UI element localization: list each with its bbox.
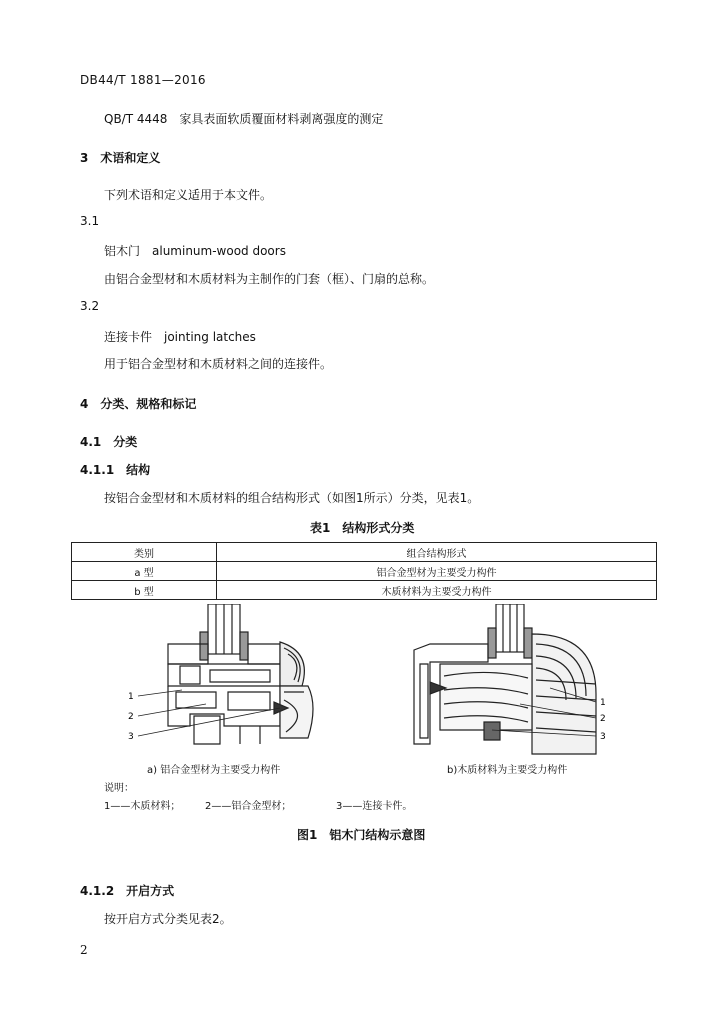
term-3-2-number: 3.2 — [80, 299, 100, 313]
section-4-1-heading: 4.1 分类 — [80, 435, 138, 449]
table-row — [72, 581, 657, 600]
callout-3-label: 3 — [600, 732, 606, 742]
table-header-row — [72, 543, 657, 562]
callout-2-label: 2 — [128, 712, 134, 722]
figure-1a-caption: a) 铝合金型材为主要受力构件 — [147, 765, 281, 776]
term-3-2-definition: 用于铝合金型材和木质材料之间的连接件。 — [104, 357, 333, 371]
callout-1-label: 1 — [600, 698, 606, 708]
figure-legend-title: 说明： — [104, 783, 134, 794]
section-4-1-2-text: 按开启方式分类见表2。 — [104, 912, 232, 926]
document-id: DB44/T 1881—2016 — [80, 73, 206, 87]
term-3-2-name: 连接卡件 jointing latches — [104, 330, 256, 344]
page-number: 2 — [80, 943, 88, 957]
table-1 — [71, 542, 657, 600]
figure-1-title: 图1 铝木门结构示意图 — [297, 828, 426, 842]
reference-line: QB/T 4448 家具表面软质覆面材料剥离强度的测定 — [104, 112, 384, 126]
term-3-1-name: 铝木门 aluminum-wood doors — [104, 244, 286, 258]
callout-3-label: 3 — [128, 732, 134, 742]
table-row — [72, 562, 657, 581]
section-4-1-2-heading: 4.1.2 开启方式 — [80, 884, 175, 898]
section-4-1-1-heading: 4.1.1 结构 — [80, 463, 151, 477]
term-3-1-definition: 由铝合金型材和木质材料为主制作的门套（框）、门扇的总称。 — [104, 272, 435, 286]
section-3-intro: 下列术语和定义适用于本文件。 — [104, 188, 273, 202]
table-cell: 铝合金型材为主要受力构件 — [217, 562, 657, 581]
figure-legend-item-2: 2——铝合金型材； — [205, 801, 292, 812]
callout-1-label: 1 — [128, 692, 134, 702]
table-1-title: 表1 结构形式分类 — [310, 521, 415, 535]
table-cell: a 型 — [72, 562, 217, 581]
figure-legend-item-1: 1——木质材料； — [104, 801, 181, 812]
table-header-cell: 类别 — [72, 543, 217, 562]
figure-1b-wood-member-diagram — [400, 604, 610, 756]
figure-legend-item-3: 3——连接卡件。 — [336, 801, 413, 812]
figure-1a-aluminum-profile-diagram — [120, 604, 330, 756]
section-3-heading: 3 术语和定义 — [80, 151, 161, 165]
term-3-1-number: 3.1 — [80, 214, 100, 228]
table-cell: b 型 — [72, 581, 217, 600]
callout-2-label: 2 — [600, 714, 606, 724]
section-4-1-1-text: 按铝合金型材和木质材料的组合结构形式（如图1所示）分类，见表1。 — [104, 491, 480, 505]
figure-1b-caption: b)木质材料为主要受力构件 — [447, 765, 568, 776]
table-cell: 木质材料为主要受力构件 — [217, 581, 657, 600]
section-4-heading: 4 分类、规格和标记 — [80, 397, 197, 411]
table-header-cell: 组合结构形式 — [217, 543, 657, 562]
